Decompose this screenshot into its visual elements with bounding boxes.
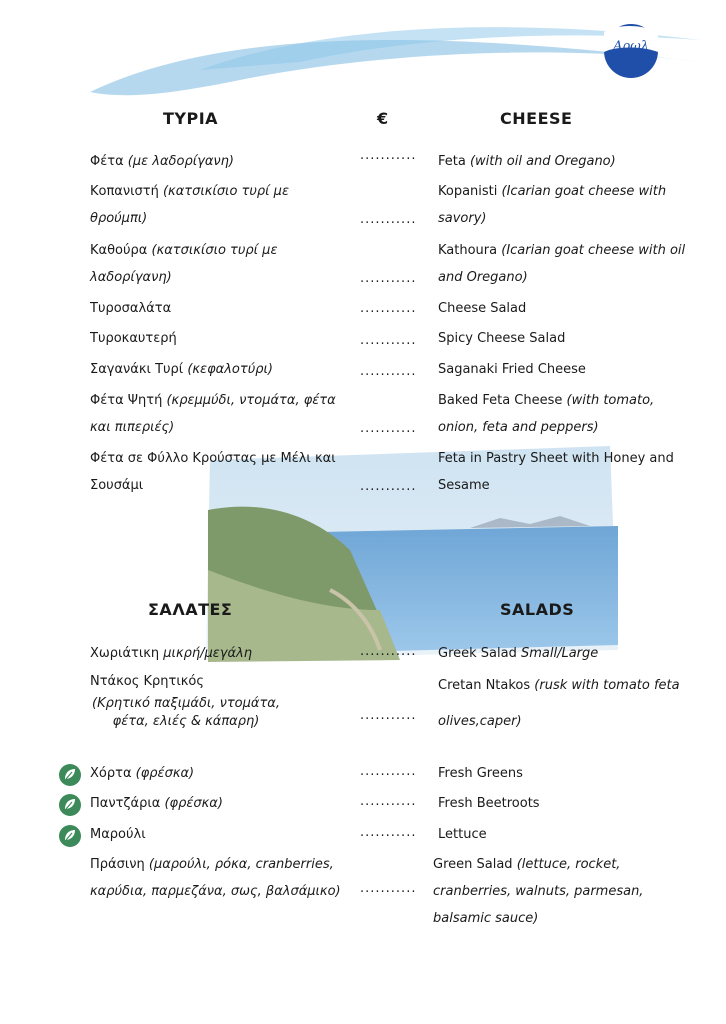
- item-greek: Φέτα (με λαδορίγανη): [90, 154, 234, 169]
- item-english: Greek Salad Small/Large: [438, 646, 599, 661]
- item-greek: Πράσινη (μαρούλι, ρόκα, cranberries, καρύδια, παρμεζάνα, σως, βαλσάμικο): [90, 857, 341, 899]
- item-english: Feta in Pastry Sheet with Honey and Sesame: [438, 451, 674, 493]
- svg-text:Αρωλ: Αρωλ: [613, 39, 649, 54]
- item-greek: Φέτα Ψητή (κρεμμύδι, ντομάτα, φέτα και πιπεριές): [90, 393, 336, 435]
- cheese-title-english: CHEESE: [500, 109, 573, 128]
- vegan-leaf-icon: [58, 793, 82, 817]
- item-english: Fresh Greens: [438, 766, 523, 781]
- cheese-title-greek: ΤΥΡΙΑ: [163, 109, 219, 128]
- item-english: Green Salad (lettuce, rocket, cranberries, walnuts, parmesan, balsamic sauce): [433, 857, 644, 926]
- salads-title-english: SALADS: [500, 600, 575, 619]
- leader-dots: ...........: [360, 794, 417, 809]
- item-english: Spicy Cheese Salad: [438, 331, 566, 346]
- leader-dots: ...........: [360, 301, 417, 316]
- leader-dots: ...........: [360, 148, 417, 163]
- vegan-leaf-icon: [58, 763, 82, 787]
- leader-dots: ...........: [360, 364, 417, 379]
- item-greek: Τυροσαλάτα: [90, 301, 172, 316]
- leader-dots: ...........: [360, 421, 417, 436]
- leader-dots: ...........: [360, 333, 417, 348]
- leader-dots: ...........: [360, 644, 417, 659]
- item-english: Cheese Salad: [438, 301, 527, 316]
- item-greek: Μαρούλι: [90, 827, 146, 842]
- leader-dots: ...........: [360, 271, 417, 286]
- item-greek: Χόρτα (φρέσκα): [90, 766, 195, 781]
- salads-title-greek: ΣΑΛΑΤΕΣ: [148, 600, 233, 619]
- item-english: Cretan Ntakos (rusk with tomato feta olives,caper): [438, 678, 680, 729]
- item-greek: Καθούρα (κατσικίσιο τυρί με λαδορίγανη): [90, 243, 278, 285]
- item-greek: Χωριάτικη μικρή/μεγάλη: [90, 646, 252, 661]
- item-english: Feta (with oil and Oregano): [438, 154, 616, 169]
- item-english: Fresh Beetroots: [438, 796, 540, 811]
- item-english: Kathoura (Icarian goat cheese with oil and Oregano): [438, 243, 686, 285]
- item-english: Kopanisti (Icarian goat cheese with savory): [438, 184, 667, 226]
- item-greek: Σαγανάκι Τυρί (κεφαλοτύρι): [90, 362, 273, 377]
- item-greek: Παντζάρια (φρέσκα): [90, 796, 223, 811]
- item-english: Baked Feta Cheese (with tomato, onion, feta and peppers): [438, 393, 655, 435]
- leader-dots: ...........: [360, 708, 417, 723]
- leader-dots: ...........: [360, 825, 417, 840]
- leader-dots: ...........: [360, 764, 417, 779]
- item-greek: Φέτα σε Φύλλο Κρούστας με Μέλι και Σουσάμι: [90, 451, 336, 493]
- item-greek: Τυροκαυτερή: [90, 331, 177, 346]
- leader-dots: ...........: [360, 212, 417, 227]
- leader-dots: ...........: [360, 881, 417, 896]
- vegan-leaf-icon: [58, 824, 82, 848]
- item-english: Saganaki Fried Cheese: [438, 362, 586, 377]
- item-greek: Ντάκος Κρητικός (Κρητικό παξιμάδι, ντομάτα, φέτα, ελιές & κάπαρη): [90, 674, 280, 729]
- item-english: Lettuce: [438, 827, 487, 842]
- item-greek: Κοπανιστή (κατσικίσιο τυρί με θρούμπι): [90, 184, 289, 226]
- restaurant-logo: [602, 22, 660, 80]
- leader-dots: ...........: [360, 479, 417, 494]
- currency-symbol: €: [377, 109, 389, 128]
